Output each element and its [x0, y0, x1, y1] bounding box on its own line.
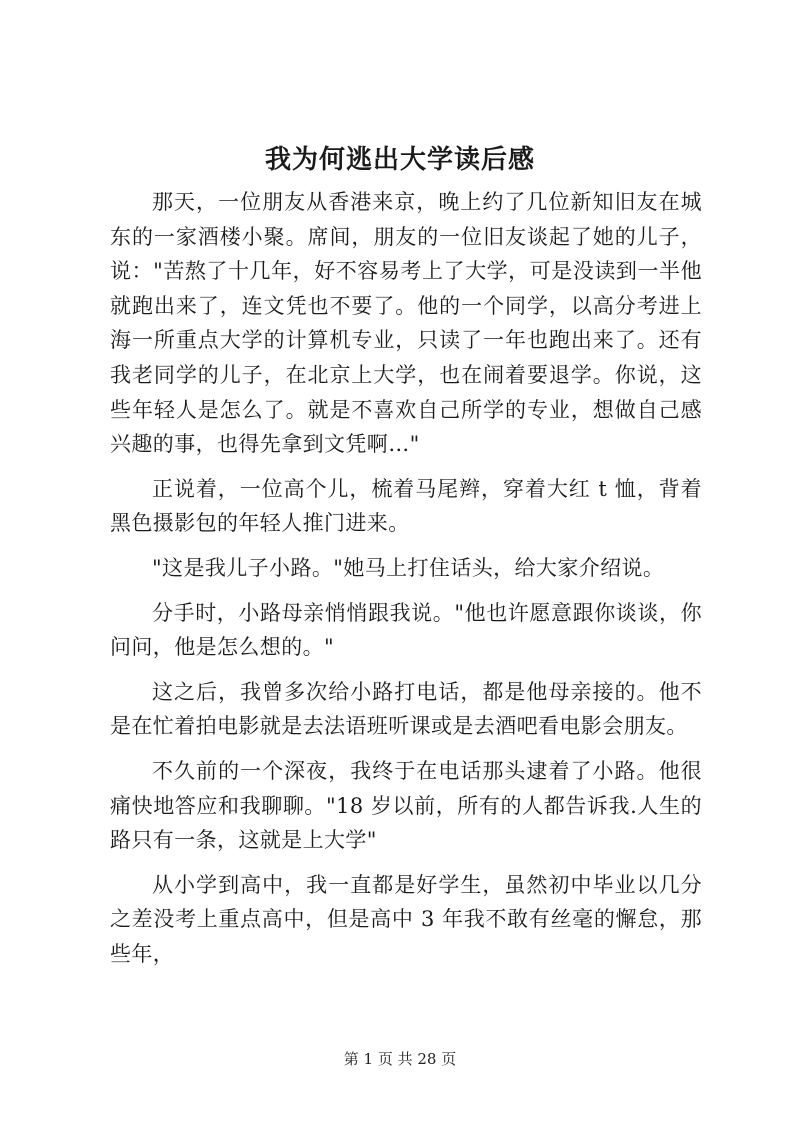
page-number-footer: 第 1 页 共 28 页	[343, 1050, 457, 1068]
document-body	[110, 185, 702, 981]
document-title: 我为何逃出大学读后感	[264, 145, 535, 175]
paragraph: 从小学到高中，我一直都是好学生，虽然初中毕业以几分之差没考上重点高中，但是高中 3 年我不敢有丝毫的懈怠，那些年，	[110, 872, 702, 966]
paragraph: "这是我儿子小路。"她马上打住话头，给大家介绍说。	[152, 555, 665, 580]
paragraph: 那天，一位朋友从香港来京，晚上约了几位新知旧友在城东的一家酒楼小聚。席间，朋友的一位旧友谈起了她的儿子，说："苦熬了十几年，好不容易考上了大学，可是没读到一半他就跑出来了，连文凭也不要了。他的一个同学，以高分考进上海一所重点大学的计算机专业，只读了一年也跑出来了。还有我老同学的儿子，在北京上大学，也在闹着要退学。你说，这些年轻人是怎么了。就是不喜欢自己所学的专业，想做自己感兴趣的事，也得先拿到文凭啊…"	[110, 190, 702, 457]
paragraph: 不久前的一个深夜，我终于在电话那头逮着了小路。他很痛快地答应和我聊聊。"18 岁以前，所有的人都告诉我.人生的路只有一条，这就是上大学"	[110, 758, 702, 853]
paragraph: 这之后，我曾多次给小路打电话，都是他母亲接的。他不是在忙着拍电影就是去法语班听课或是去酒吧看电影会朋友。	[110, 679, 702, 739]
paragraph: 分手时，小路母亲悄悄跟我说。"他也许愿意跟你谈谈，你问问，他是怎么想的。"	[110, 600, 702, 660]
paragraph: 正说着，一位高个儿，梳着马尾辫，穿着大红 t 恤，背着黑色摄影包的年轻人推门进来。	[110, 476, 702, 536]
